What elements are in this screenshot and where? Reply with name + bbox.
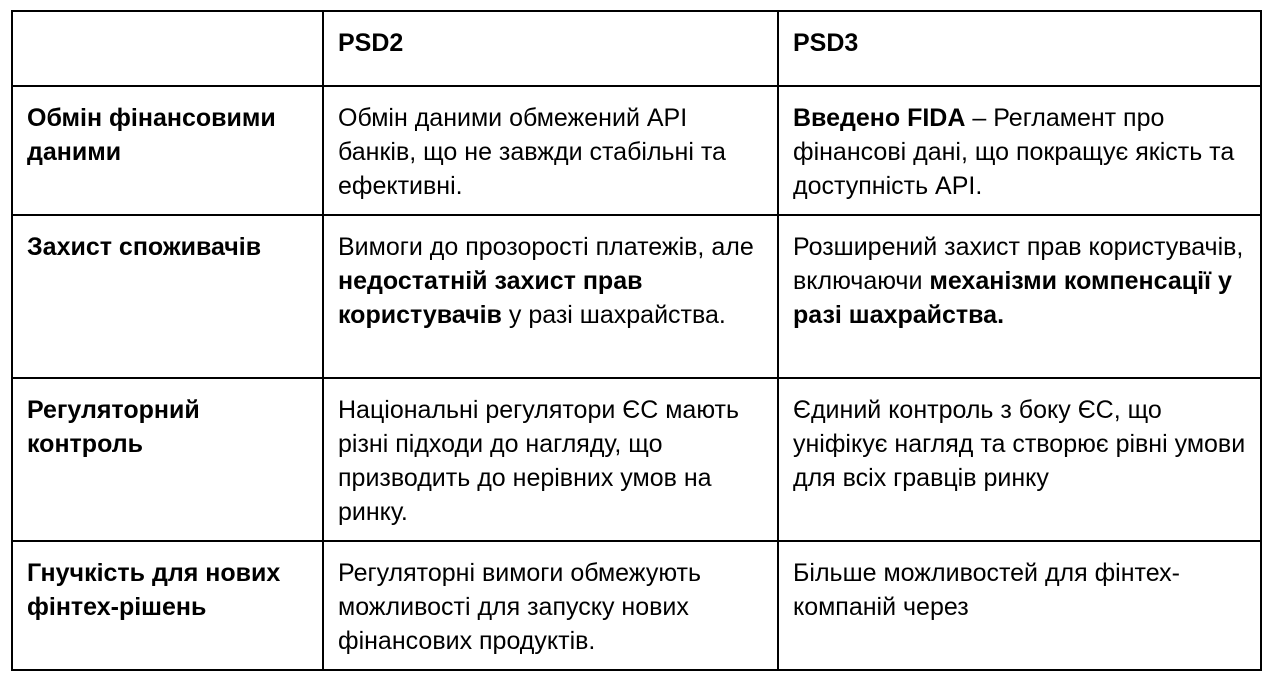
cell-bold-text: механізми компенсації у разі шахрайства.	[793, 267, 1232, 329]
cell-text: Обмін даними обмежений API банків, що не завжди стабільні та ефективні.	[338, 104, 726, 200]
psd2-cell	[323, 541, 778, 670]
cell-bold-text: недостатній захист прав користувачів	[338, 267, 643, 329]
row-label: Гнучкість для нових фінтех-рішень	[12, 541, 323, 670]
cell-text: – Регламент про фінансові дані, що покращує якість та доступність API.	[793, 104, 1235, 200]
row-label: Регуляторний контроль	[12, 378, 323, 541]
row-label: Захист споживачів	[12, 215, 323, 378]
psd2-cell	[323, 86, 778, 215]
cell-text: Регуляторні вимоги обмежують можливості для запуску нових фінансових продуктів.	[338, 559, 701, 655]
header-cell-empty	[12, 11, 323, 86]
table-row	[12, 541, 1261, 670]
table-row	[12, 86, 1261, 215]
header-cell-psd2: PSD2	[323, 11, 778, 86]
psd3-cell	[778, 215, 1261, 378]
comparison-table	[11, 10, 1262, 671]
table-row	[12, 215, 1261, 378]
cell-text: у разі шахрайства.	[501, 301, 726, 329]
cell-text: Вимоги до прозорості платежів, але	[338, 233, 754, 261]
psd3-cell	[778, 86, 1261, 215]
cell-bold-text: Введено FIDA	[793, 104, 966, 132]
row-label: Обмін фінансовими даними	[12, 86, 323, 215]
table-row	[12, 378, 1261, 541]
psd3-cell	[778, 541, 1261, 670]
cell-text: Більше можливостей для фінтех-компаній через	[793, 559, 1180, 621]
psd2-cell	[323, 378, 778, 541]
header-cell-psd3: PSD3	[778, 11, 1261, 86]
psd2-cell	[323, 215, 778, 378]
header-row	[12, 11, 1261, 86]
cell-text: Розширений захист прав користувачів, включаючи	[793, 233, 1244, 295]
cell-text: Єдиний контроль з боку ЄС, що уніфікує нагляд та створює рівні умови для всіх гравців ринку	[793, 396, 1246, 492]
cell-text: Національні регулятори ЄС мають різні підходи до нагляду, що призводить до нерівних умов на ринку.	[338, 396, 739, 526]
psd3-cell	[778, 378, 1261, 541]
